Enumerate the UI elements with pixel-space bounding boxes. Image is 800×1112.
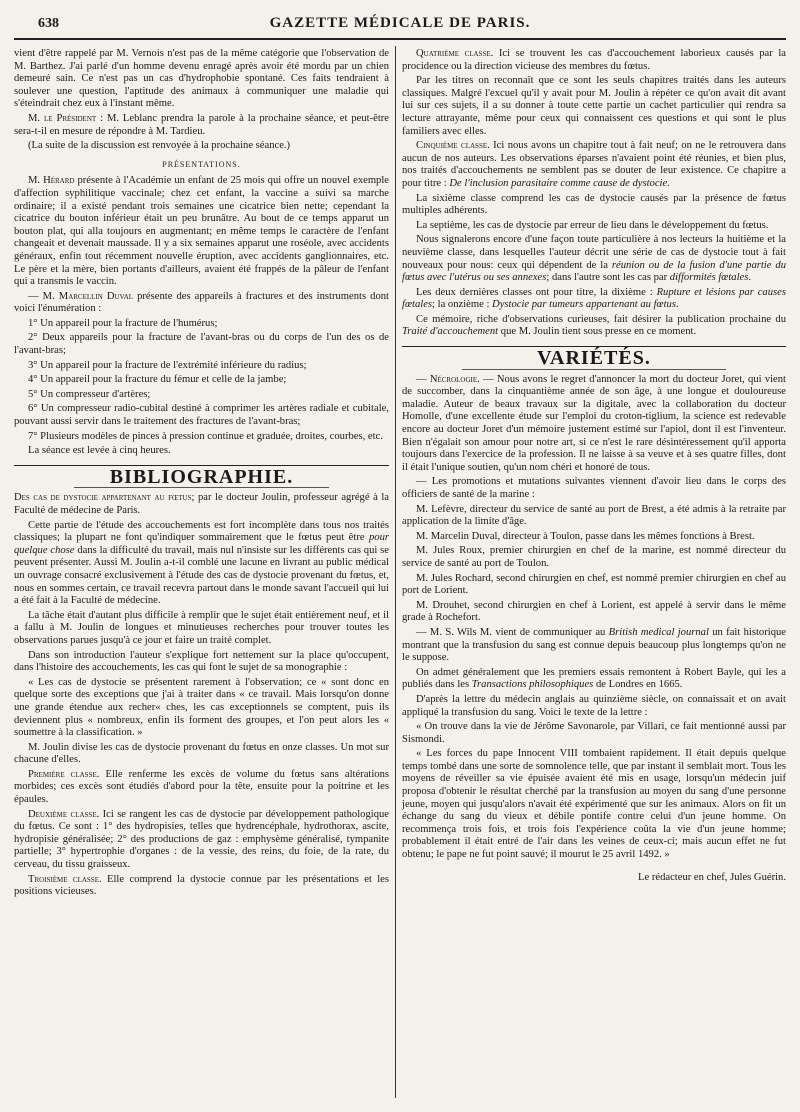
paragraph-text: Les deux dernières classes ont pour titre, la dixième :	[416, 286, 657, 298]
paragraph: M. Lefèvre, directeur du service de santé au port de Brest, a été admis à la retraite par application de la limite d'âge.	[402, 503, 786, 528]
paragraph-text: On admet généralement que les premiers essais remontent à Robert Bayle, qui les a publiés dans les	[402, 666, 786, 691]
emphasis: difformités fœtales	[669, 272, 749, 284]
emphasis: Traité d'accouchement	[402, 326, 499, 338]
paragraph-text: — M. S. Wils M. vient de communiquer au	[416, 626, 609, 638]
class-label: Deuxième classe.	[28, 808, 100, 820]
paragraph	[14, 113, 389, 138]
paragraph-text: présente des appareils à fractures et des instruments dont voici l'énumération :	[14, 290, 389, 315]
paragraph: La tâche était d'autant plus difficile à remplir que le sujet était entièrement neuf, et il a fallu à M. Joulin de longues et minutieuses recherches pour trouver toutes les observations parues jusqu'à ce jour et faire un traité complet.	[14, 609, 389, 646]
paragraph-text: que M. Joulin tient sous presse en ce moment.	[498, 326, 697, 338]
class-label: Cinquième classe.	[416, 140, 490, 152]
paragraph	[14, 874, 389, 899]
page-number: 638	[38, 16, 59, 31]
paragraph	[402, 627, 786, 665]
list-item: 2° Deux appareils pour la fracture de l'avant-bras ou du corps de l'un des os de l'avant-bras;	[14, 332, 389, 357]
paragraph-text: présente à l'Académie un enfant de 25 mois qui offre un nouvel exemple d'affection syphilitique vaccinale; chez cet enfant, la vaccine a suivi sa marche ordinaire; il a existé pendant trois semaines une cicatrice bien nette; cependant la cicatrice du bouton inférieur était un peu brunâtre. Au bout de ce temps apparut un bouton plat, qui alla toujours en augmentant; en même temps le caractère de l'enfant changeait et devenait maussade. Il y a six semaines apparut une roséole, avec accidents généraux, enfin tout récemment nouvelle éruption, avec accidents ganglionnaires, etc. Le père et la mère, bien portants d'ailleurs, avaient été frappés de la pâleur de l'enfant qui a transmis le vaccin.	[14, 175, 389, 288]
rubric-label: — Nécrologie.	[416, 373, 480, 385]
paragraph-text: de Londres en 1665.	[593, 679, 683, 691]
bibliography-title: BIBLIOGRAPHIE.	[109, 465, 294, 488]
varietes-title: VARIÉTÉS.	[537, 347, 651, 370]
paragraph: M. Jules Rochard, second chirurgien en chef, est nommé premier chirurgien en chef au port de Lorient.	[402, 572, 786, 597]
class-label: Première classe.	[28, 768, 100, 780]
class-label: Quatrième classe.	[416, 48, 494, 59]
section-heading-presentations: PRÉSENTATIONS.	[162, 159, 241, 169]
paragraph-text: ; la onzième :	[432, 299, 493, 311]
emphasis: Transactions philosophiques	[471, 679, 594, 691]
speaker: M. le Président	[28, 112, 97, 124]
book-title: Des cas de dystocie appartenant au fœtus	[14, 492, 192, 504]
left-column	[14, 48, 389, 901]
paragraph: Par les titres on reconnaît que ce sont les seuls chapitres traités dans les auteurs classiques. Malgré l'excuel qu'il y avait pour M. Joulin à répéter ce qu'on avait dit avant lui sur ces sujets, il a su donner à toute cette partie un cachet particulier qui rendra sa lecture attrayante, même pour ceux qui connaissent ces questions et qui sont le plus familiers avec elles.	[402, 75, 786, 137]
list-item: 7° Plusieurs modèles de pinces à pression continue et graduée, droites, courbes, etc.	[28, 430, 383, 442]
class-label: Troisième classe.	[28, 873, 102, 885]
book-author: ; par le docteur Joulin, professeur agrégé à la Faculté de médecine de Paris.	[14, 492, 389, 516]
paragraph: M. Drouhet, second chirurgien en chef à Lorient, est appelé à servir dans le même grade à Rochefort.	[402, 599, 786, 624]
paragraph-text: Ici nous avons un chapitre tout à fait neuf; on ne le retrouvera dans aucun de nos auteurs. Les observations éparses n'avaient point été réunies, et bien plus, nos traités d'accouchements ne semblent pas se douter de leur existence. Ce chapitre a pour titre :	[402, 140, 786, 189]
list-item: 1° Un appareil pour la fracture de l'humérus;	[28, 317, 218, 329]
running-head	[14, 14, 786, 40]
paragraph: — Les promotions et mutations suivantes viennent d'avoir lieu dans le corps des officiers de santé de la marine :	[402, 476, 786, 500]
paragraph	[14, 291, 389, 316]
speaker: — M. Marcellin Duval	[28, 290, 134, 302]
paragraph: M. Marcelin Duval, directeur à Toulon, passe dans les mêmes fonctions à Brest.	[416, 530, 755, 542]
paragraph-text: un fait historique montrant que la transfusion du sang est connue depuis beaucoup plus longtemps qu'on ne le suppose.	[402, 626, 786, 664]
paragraph	[402, 667, 786, 692]
paragraph	[402, 314, 786, 339]
paragraph-text: Elle comprend la dystocie connue par les présentations et les positions vicieuses.	[14, 873, 389, 898]
paragraph-text: Ici se trouvent les cas d'accouchement laborieux causés par la procidence ou la direction vicieuse des membres du fœtus.	[402, 48, 786, 72]
paragraph: La sixième classe comprend les cas de dystocie causés par la présence de fœtus multiples adhérents.	[402, 192, 786, 217]
paragraph	[14, 175, 389, 288]
paragraph-text: .	[748, 272, 752, 284]
list-item: 4° Un appareil pour la fracture du fémur et celle de la jambe;	[28, 374, 287, 386]
paragraph	[402, 48, 786, 73]
paragraph-text: Elle renferme les excès de volume du fœtus sans altérations morbides; ces excès sont étudiés d'abord pour la tête, ensuite pour la poitrine et les épaules.	[14, 768, 389, 806]
paragraph: M. Joulin divise les cas de dystocie provenant du fœtus en onze classes. Un mot sur chacune d'elles.	[14, 741, 389, 766]
paragraph-text: .	[675, 299, 679, 311]
paragraph: vient d'être rappelé par M. Vernois n'est pas de la même catégorie que l'observation de M. Barthez. J'ai parlé d'un homme devenu enragé après avoir été mordu par un chien demeuré sain. Ce n'est pas un cas d'hydrophobie spontané. Ces faits tendraient à soulever une question, l'aptitude des animaux à communiquer une maladie qui s'éteindrait chez eux à l'instant même.	[14, 48, 389, 110]
emphasis: Rupture et lésions par causes fœtales	[402, 286, 786, 311]
paragraph	[402, 374, 786, 475]
paragraph	[14, 520, 389, 608]
paragraph-text: Cette partie de l'étude des accouchements est fort incomplète dans tous nos traités classiques; la plupart ne font qu'indiquer sommairement que le fœtus peut être	[14, 519, 389, 544]
editor-signature: Le rédacteur en chef, Jules Guérin.	[638, 871, 786, 883]
paragraph-text: Nous signalerons encore d'une façon toute particulière à nos lecteurs la huitième et la neuvième classe, dans lesquelles l'auteur décrit une série de cas de dystocie tout à fait nouveaux pour nous: ceux qui dépendent de la	[402, 234, 786, 271]
paragraph	[402, 140, 786, 190]
bibliography-heading	[14, 492, 389, 517]
emphasis: British medical journal	[608, 626, 709, 638]
paragraph-text: Ici se rangent les cas de dystocie par développement pathologique du fœtus. Ce sont : 1° des hydropisies, telles que hydrencéphale, hydrothorax, ascite, hydropisie généralisée; 2° des productions de gaz : emphysème généralisé, tympanite partielle; 3° hypertrophie d'organes : de la vessie, des reins, du foie, de la rate, du cerveau, du tissu graisseux.	[14, 808, 389, 871]
journal-title: GAZETTE MÉDICALE DE PARIS.	[269, 15, 531, 31]
emphasis: réunion ou de la fusion d'une partie du fœtus avec l'utérus ou ses annexes	[402, 259, 786, 284]
emphasis: De l'inclusion parasitaire comme cause de dystocie.	[449, 177, 670, 189]
right-column	[402, 48, 786, 886]
paragraph-text: : M. Leblanc prendra la parole à la prochaine séance, et peut-être sera-t-il en mesure de répondre à M. Tardieu.	[14, 112, 389, 137]
list-item: 3° Un appareil pour la fracture de l'extrémité inférieure du radius;	[28, 359, 307, 371]
paragraph-text: Ce mémoire, riche d'observations curieuses, fait désirer la publication prochaine du	[416, 313, 786, 325]
paragraph: M. Jules Roux, premier chirurgien en chef de la marine, est nommé directeur du service de santé au port de Toulon.	[402, 545, 786, 569]
paragraph: D'après la lettre du médecin anglais au quinzième siècle, on connaissait et on avait appliqué la transfusion du sang. Voici le texte de la lettre :	[402, 693, 786, 718]
paragraph	[14, 809, 389, 872]
paragraph	[402, 287, 786, 312]
paragraph: Dans son introduction l'auteur s'explique fort nettement sur la place qu'occupent, dans l'histoire des accouchements, les cas qui font le sujet de sa monographie :	[14, 649, 389, 674]
list-item: 6° Un compresseur radio-cubital destiné à comprimer les artères radiale et cubitale, pouvant aussi servir dans le traitement des fractures de l'avant-bras;	[14, 403, 389, 428]
paragraph	[14, 769, 389, 807]
quotation: « Les forces du pape Innocent VIII tombaient rapidement. Il était depuis quelque temps tombé dans une sorte de somnolence telle, que par instant il semblait mort. Tous les moyens de réveiller sa vie épuisée avaient été mis en usage, lorsqu'un médecin juif proposa d'obtenir le résultat cherché par la transfusion au moyen du sang d'une personne jeune, moyen qui jusqu'alors n'avait été expérimenté que sur les animaux. Alors on fit un échange du sang du vieux et débile pontife contre celui d'un jeune homme. On recommença trois fois, et trois fois l'expérience coûta la vie d'un jeune homme; probablement il était entré de l'air dans les veines de ceux-ci; mais aucun effet ne fut obtenu; le pape ne fut point sauvé; il mourut le 25 avril 1492. »	[402, 748, 786, 861]
emphasis: Dystocie par tumeurs appartenant au fœtus	[492, 299, 676, 311]
emphasis: pour quelque chose	[14, 532, 389, 556]
list-item: 5° Un compresseur d'artères;	[28, 388, 151, 400]
paragraph-text: ; dans l'autre sont les cas par	[546, 272, 670, 284]
column-divider	[395, 46, 396, 1098]
paragraph: La séance est levée à cinq heures.	[28, 445, 171, 457]
quotation: « Les cas de dystocie se présentent rarement à l'observation; ce « sont donc en quelque sorte des exceptions que j'ai à traiter dans « ce travail. Mais lorsqu'on donne une grande étendue aux recher« ches, les cas exceptionnels se comptent, puis ils deviennent plus « nombreux, enfin ils forment des groupes, et l'on peut alors les « soumettre à la classification. »	[14, 676, 389, 739]
speaker: M. Hérard	[28, 175, 75, 187]
paragraph-text: — Nous avons le regret d'annoncer la mort du docteur Joret, qui vient de succomber, dans la cinquantième année de son âge, à une longue et douloureuse maladie. Auteur de beaux travaux sur la digitale, avec la collaboration du docteur Homolle, d'une excellente étude sur l'emploi du croton-tiglium, la science est redevable encore au docteur Joret d'un mémoire justement estimé sur l'apiol, dont il est l'inventeur. Bien n'égalait son amour pour notre art, si ce n'est le rare désintéressement qu'il apporta toujours dans l'exercice de la profession. Il ne laisse à sa veuve et à ses quatre filles, dont il était l'unique soutien, qu'un nom chéri et honoré de tous.	[402, 373, 786, 473]
paragraph	[402, 234, 786, 284]
paragraph-text: dans la difficulté du travail, mais nul n'insiste sur les différents cas qui se peuvent présenter. Aussi M. Joulin a-t-il comblé une lacune en livrant au public médical un ouvrage consacré exclusivement à l'étude des cas de dystocie provenant du fœtus, et, nous en sommes certain, ce travail recevra partout dans le monde savant l'accueil qui lui a été fait à la Faculté de médecine.	[14, 544, 390, 607]
paragraph: La septième, les cas de dystocie par erreur de lieu dans le développement du fœtus.	[416, 219, 769, 231]
quotation: « On trouve dans la vie de Jérôme Savonarole, par Villari, ce fait mentionné aussi par Sismondi.	[402, 721, 786, 745]
paragraph: (La suite de la discussion est renvoyée à la prochaine séance.)	[28, 140, 291, 152]
